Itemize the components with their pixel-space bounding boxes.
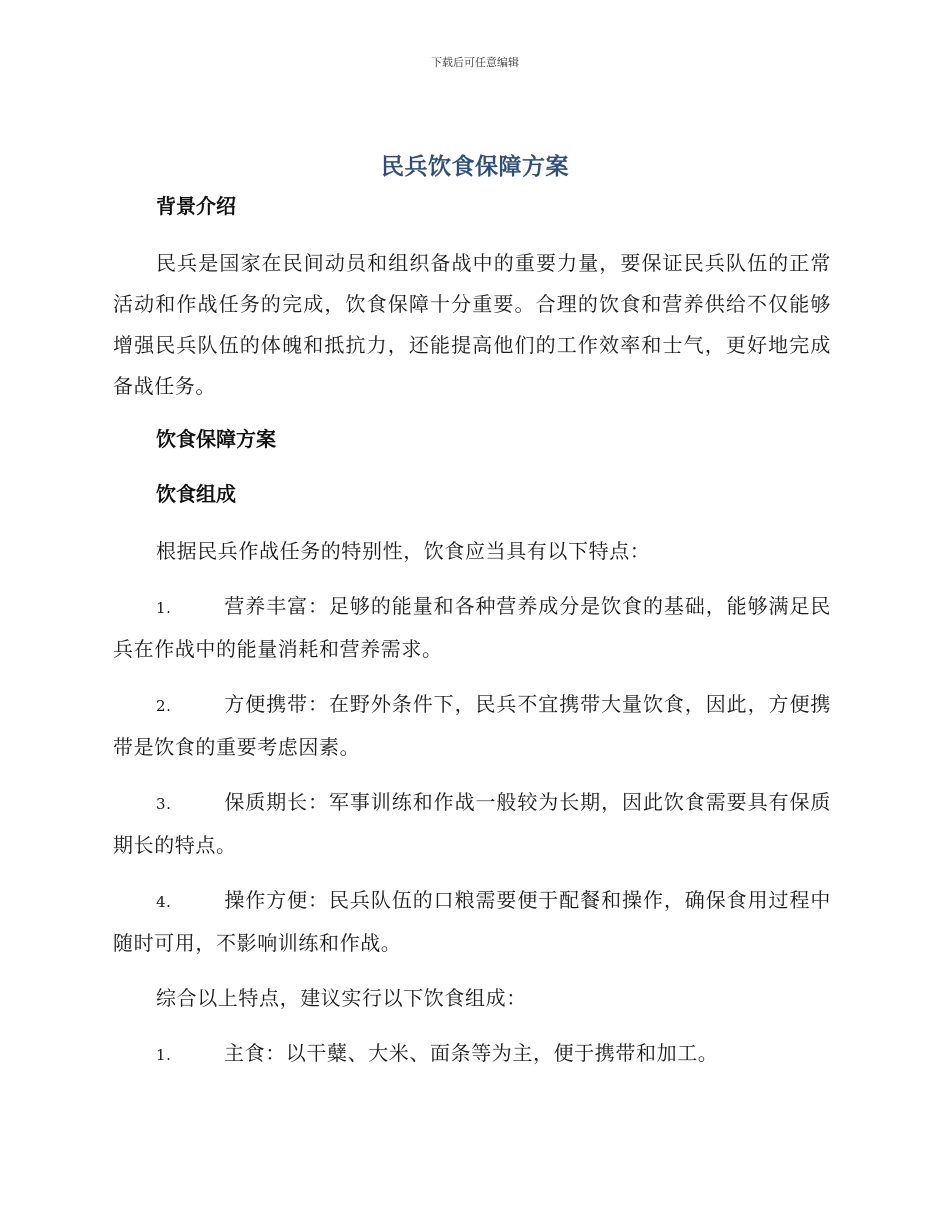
section-heading-background: 背景介绍 <box>156 194 236 218</box>
list-text: 方便携带：在野外条件下，民兵不宜携带大量饮食，因此，方便携带是饮食的重要考虑因素。 <box>113 692 831 759</box>
composition-list-item <box>113 1033 831 1076</box>
feature-list-item <box>113 880 831 964</box>
list-number: 1. <box>156 599 172 617</box>
summary-paragraph: 综合以上特点，建议实行以下饮食组成： <box>156 986 527 1010</box>
feature-list-item <box>113 586 831 670</box>
page-header-note: 下载后可任意编辑 <box>431 56 519 69</box>
section-heading-plan: 饮食保障方案 <box>156 427 276 451</box>
feature-list-item <box>113 684 831 768</box>
list-number: 4. <box>156 893 172 911</box>
list-text: 保质期长：军事训练和作战一般较为长期，因此饮食需要具有保质期长的特点。 <box>113 790 831 857</box>
list-number: 1. <box>156 1046 172 1064</box>
list-number: 3. <box>156 795 172 813</box>
document-title: 民兵饮食保障方案 <box>381 154 569 180</box>
feature-list-item <box>113 782 831 866</box>
document-body <box>113 188 831 1090</box>
section-heading-composition: 饮食组成 <box>156 482 236 506</box>
composition-intro-paragraph: 根据民兵作战任务的特别性，饮食应当具有以下特点： <box>156 539 651 563</box>
list-text: 操作方便：民兵队伍的口粮需要便于配餐和操作，确保食用过程中随时可用，不影响训练和作战。 <box>113 888 831 955</box>
background-paragraph: 民兵是国家在民间动员和组织备战中的重要力量，要保证民兵队伍的正常活动和作战任务的完成，饮食保障十分重要。合理的饮食和营养供给不仅能够增强民兵队伍的体魄和抵抗力，还能提高他们的工作效率和士气，更好地完成备战任务。 <box>113 251 831 398</box>
list-text: 主食：以干糵、大米、面条等为主，便于携带和加工。 <box>224 1041 719 1065</box>
list-text: 营养丰富：足够的能量和各种营养成分是饮食的基础，能够满足民兵在作战中的能量消耗和营养需求。 <box>113 594 831 661</box>
list-number: 2. <box>156 697 172 715</box>
